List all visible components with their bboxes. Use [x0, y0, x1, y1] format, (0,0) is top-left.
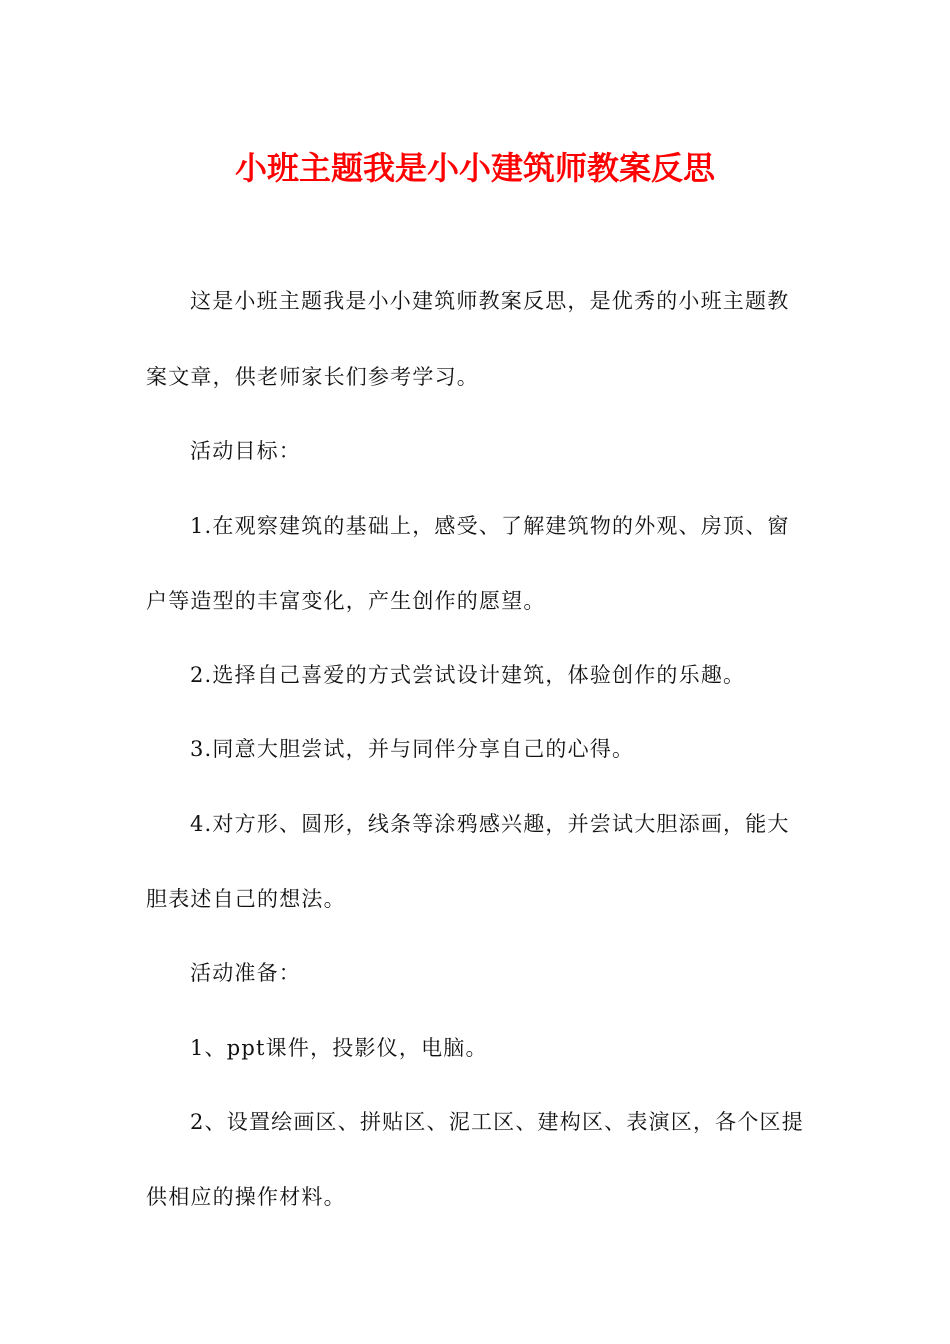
goal-2: 2.选择自己喜爱的方式尝试设计建筑，体验创作的乐趣。: [190, 663, 746, 687]
prep-item-2-line-2: 供相应的操作材料。: [146, 1185, 346, 1209]
prep-item-1: 1、ppt课件，投影仪，电脑。: [190, 1036, 488, 1060]
goal-4-line-1: 4.对方形、圆形，线条等涂鸦感兴趣，并尝试大胆添画，能大: [190, 812, 790, 836]
paragraph-line-2: 案文章，供老师家长们参考学习。: [146, 365, 479, 389]
goal-4-line-2: 胆表述自己的想法。: [146, 887, 346, 911]
section-heading-preparation: 活动准备：: [190, 961, 301, 985]
section-heading-goals: 活动目标：: [190, 439, 301, 463]
paragraph-line-1: 这是小班主题我是小小建筑师教案反思，是优秀的小班主题教: [190, 289, 790, 313]
goal-1-line-2: 户等造型的丰富变化，产生创作的愿望。: [146, 589, 546, 613]
goal-3: 3.同意大胆尝试，并与同伴分享自己的心得。: [190, 737, 635, 761]
prep-item-2-line-1: 2、设置绘画区、拼贴区、泥工区、建构区、表演区，各个区提: [190, 1110, 804, 1134]
document-title: 小班主题我是小小建筑师教案反思: [234, 149, 715, 187]
goal-1-line-1: 1.在观察建筑的基础上，感受、了解建筑物的外观、房顶、窗: [190, 514, 790, 538]
